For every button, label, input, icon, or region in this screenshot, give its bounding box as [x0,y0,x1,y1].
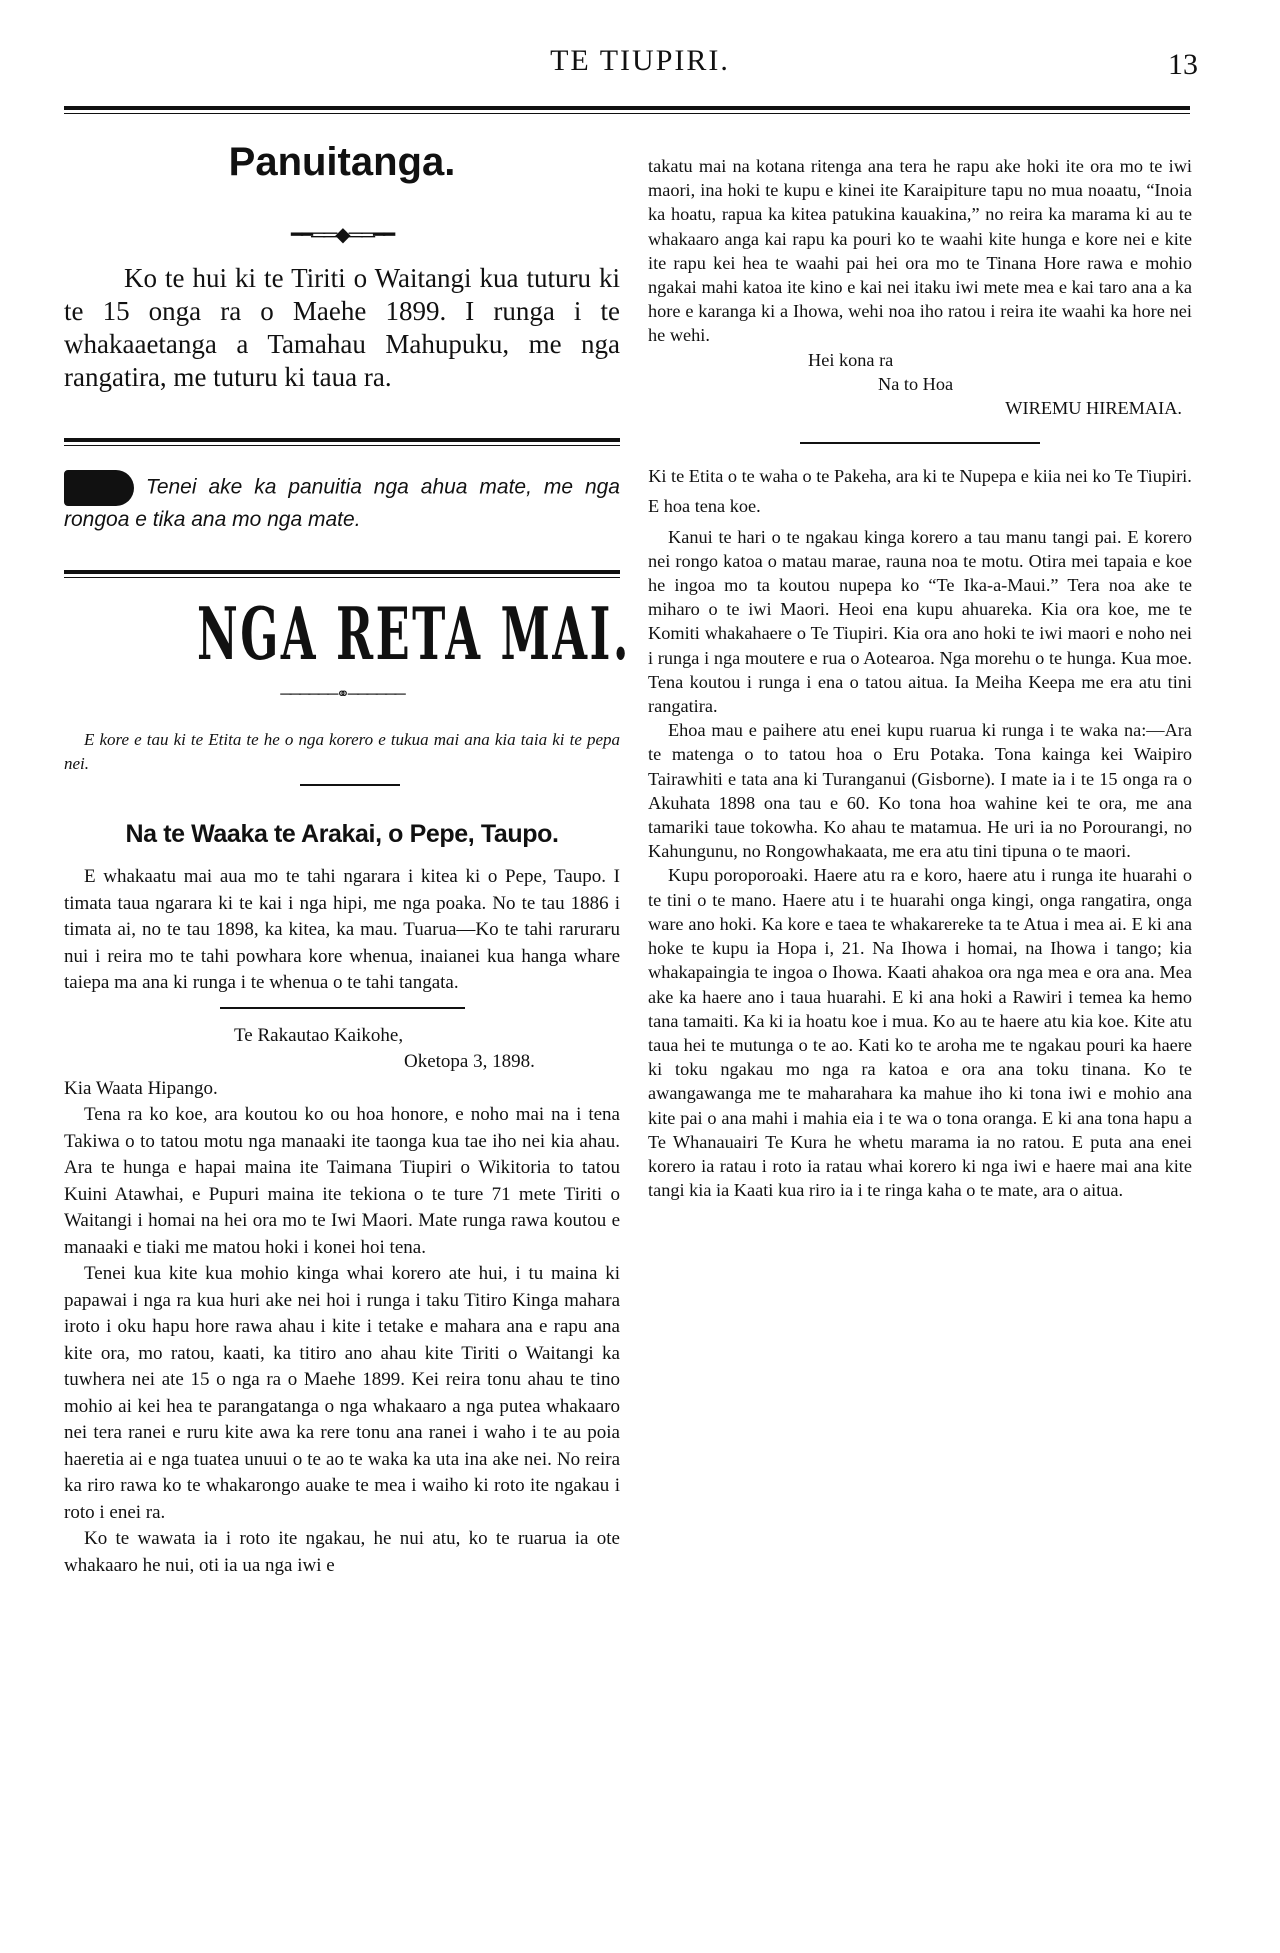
masthead-title: TE TIUPIRI. [550,44,730,77]
letter-paragraph: Kanui te hari o te ngakau kinga korero a tau manu tangi pai. E korero nei rongo katoa o matau marae, rauna noa te motu. Otira mei tapaia e koe he ingoa mo ta koutou nupepa ko “Te Ika-a-Maui.” Tera noa ake te miharo o te iwi Maori. Heoi ena kupu ahuareka. Kia ora koe, me te Komiti whakahaere o Te Tiupiri. Kia ora ano hoki te iwi maori e noho nei i runga i nga moutere e rua o Aotearoa. Nga morehu o te hunga. Kua moe. Tena koutou i runga i ena o tatou aitua. Ia Meiha Keepa me era atu tini rangatira. [648,526,1192,717]
ornament-divider: ━━══◆══━━ [290,224,394,246]
editor-disclaimer: E kore e tau ki te Etita te he o nga korero e tukua mai ana kia taia ki te pepa nei. [64,730,620,773]
letter-signature: WIREMU HIREMAIA. [1005,398,1182,419]
letter-paragraph: Ehoa mau e paihere atu enei kupu ruarua ki runga i te waka na:—Ara te matenga o to tatou hoa o Eru Potaka. Tona kainga kei Waipiro Tairawhiti e tata ana ki Turanganui (Gisborne). I mate ia i te 15 onga ra o Akuhata 1898 ona tau e 60. Ko tona hoa wahine kei te ora, me ana tamariki taue tokowha. Ko ahau te matamua. He uri ia no Porourangi, no Kahungunu, no Rongowhakaata, me era atu tini tipuna o te maori. [648,720,1192,862]
letter-closing: Hei kona ra [808,349,894,370]
page-number: 13 [1168,48,1198,81]
letter-paragraph: Kupu poroporoaki. Haere atu ra e koro, haere atu i runga ite huarahi o te tini o te mano. Haere atu i te huarahi onga kingi, onga rangatira, onga ware ano hoki. Ka kore e taea te whakarereke ta te Atua i mea ai. E ki ana hoke te kupu ia Hopa i, 21. Na Ihowa i homai, na Ihowa i tango; kia whakapaingia te ingoa o Ihowa. Kaati ahakoa ora nga mea e ora ana. Mea ake ka haere ano i taua huarahi. E ki ana hoki a Rawiri i temea ka hemo tana tamaiti. Ka ki ia hoatu koe i mua. Ko au te haere atu kia koe. Kite atu taua hei te mutunga o te ao. Kati ko te aroha me te ngakau pouri ka haere ki toku ngakau mo nga ra katoa e ora ana toku tinana. Ko te awangawanga me te maharahara ka mahue iho ki tona iwi e mohio ana kite pai o ana mahi i mahia eia i te wa o tona oranga. E ki ana tona hapu a Te Whanauairi Te Kura he whetu marama ia no ratou. E puta ana enei korero ia ratau i roto ia ratau whai korero ki nga iwi e haere mai ana kite tangi kia ia Kaati kua riro ia i te ringa kaha o te mate, ara o aitua. [648,865,1192,1201]
right-column [648,154,1192,1202]
header-rule-thin [64,113,1190,114]
letter-salutation: Kia Waata Hipango. [64,1077,218,1099]
ornament-divider: ──────⚭────── [280,686,404,703]
letter-continuation: takatu mai na kotana ritenga ana tera he rapu ake hoki ite ora mo te iwi maori, ina hoki te kupu e kinei ite Karaipiture tapu no mua noaatu, “Inoia ka hoatu, rapua ka kitea patukina kauakina,” no reira ka marama ki au te whakaaro anga kai rapu ka pouri ko te waahi kite hunga e kore nei e kite ite rapu kei hea te waahi pai hei ora mo te Tinana Hore rawa e mohio ngakai mahi katoa ite kino e kai nei itaku iwi mete mea e kai taro ana a ka hore e karanga ki a Ihowa, wehi noa iho ratou i reira ite waahi ka hore nei he wehi. [648,156,1192,346]
notice-heading: Panuitanga. [228,140,456,184]
letter-address: Ki te Etita o te waha o te Pakeha, ara ki te Nupepa e kiia nei ko Te Tiupiri. [648,466,1192,487]
short-rule [800,442,1040,444]
letters-section-heading-wrap [64,591,631,676]
remedies-notice [64,470,620,534]
short-rule [220,1007,465,1009]
letters-section-heading: NGA RETA MAI. [196,591,631,676]
letter-paragraph: Ko te wawata ia i roto ite ngakau, he nui atu, ko te ruarua ia ote whakaaro he nui, oti ia ua nga iwi e [64,1528,620,1576]
remedies-notice-text: Tenei ake ka panuitia nga ahua mate, me nga rongoa e tika ana mo nga mate. [64,475,620,531]
letter-place: Te Rakautao Kaikohe, [234,1024,404,1046]
double-rule [64,438,620,446]
notice-body: Ko te hui ki te Tiriti o Waitangi kua tuturu ki te 15 onga ra o Maehe 1899. I runga i te whakaaetanga a Tamahau Mahupuku, me nga rangatira, me tuturu ki taua ra. [64,263,620,392]
letter-salutation: E hoa tena koe. [648,496,761,517]
letter-paragraph: Tena ra ko koe, ara koutou ko ou hoa honore, e noho mai na i tena Takiwa o to tatou motu nga manaaki ite taonga kua tae iho nei kia ahau. Ara te hunga e hapai maina ite Taimana Tiupiri o Wikitoria to tatou Kuini Atawhai, e Pupuri maina ite tekiona o te ture 71 mete Tiriti o Waitangi i homai na hei ora mo te Iwi Maori. Mate runga rawa koutou e manaaki e tiaki me matou hoki i konei hoi tena. [64,1104,620,1258]
pointing-hand-icon [64,470,134,506]
letter-heading: Na te Waaka te Arakai, o Pepe, Taupo. [125,820,559,848]
letter-paragraph: E whakaatu mai aua mo te tahi ngarara i kitea ki o Pepe, Taupo. I timata taua ngarara ki te kai i nga hipi, me nga poaka. No te tau 1886 i timata ai, no te tau 1898, ka kitea, ka mau. Tuarua—Ko te tahi raruraru nui i reira mo te tahi powhara kore whenua, inaianei kua hanga whare taiepa ma ana ki runga i te whenua o te tahi tangata. [64,866,620,993]
letter-from: Na to Hoa [878,373,954,394]
double-rule [64,570,620,578]
header-rule [64,106,1190,110]
letter-paragraph: Tenei kua kite kua mohio kinga whai korero ate hui, i tu maina ki papawai i nga ra kua huri ake nei hoi i runga i taku Titiro Kinga mahara iroto i oku hapu hore rawa ahau i kite i tetake e mahara ana e rapu ana kite ora, mo ratou, kaati, ka titiro ano ahau kite Tiriti o Waitangi ka tuwhera nei ate 15 o nga ra o Maehe 1899. Kei reira tonu ahau te tino mohio ai kei hea te parangatanga o nga whakaaro a nga putea whakaaro nei tera ranei e ruru kite awa ka rere tonu ana ranei i waho i te au poia haeretia ai e nga tuatea unuui o te ao te waka ka uta ina ake nei. No reira ka riro rawa ko te whakarongo auake te mea i waiho ki roto ite ngakau i roto i enei ra. [64,1263,620,1523]
left-column-flow [64,864,620,1579]
short-rule [300,784,400,786]
letter-date: Oketopa 3, 1898. [404,1051,535,1072]
